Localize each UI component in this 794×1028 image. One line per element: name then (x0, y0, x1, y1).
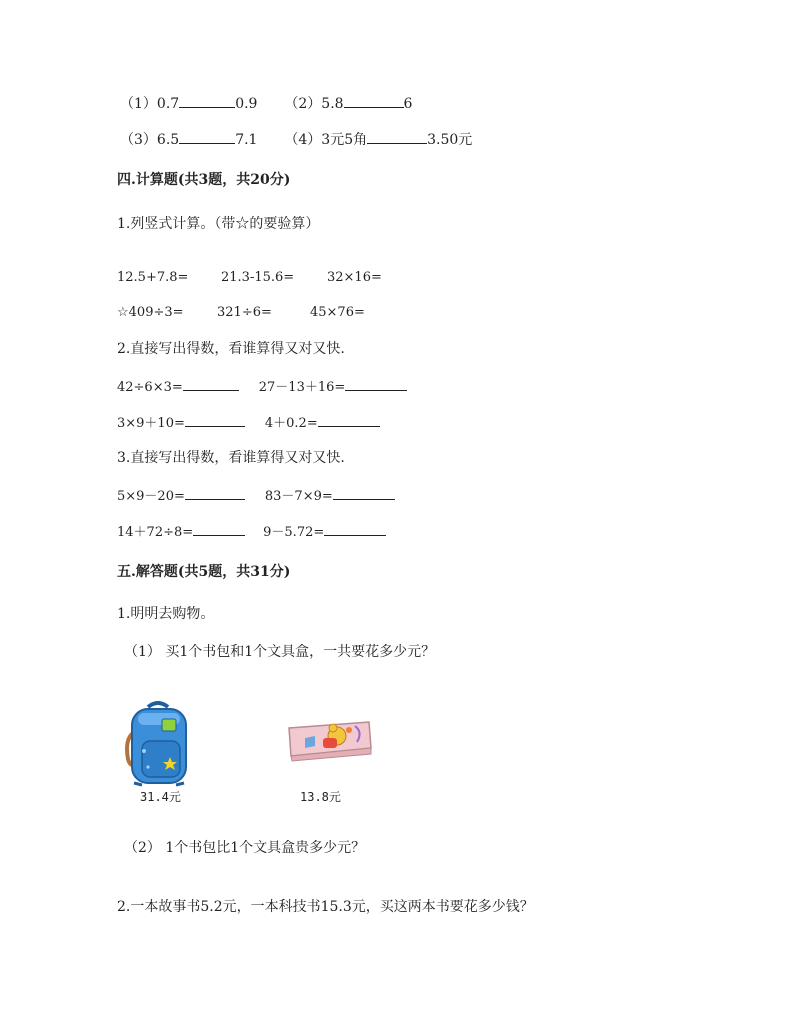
q1-right: 0.9 (235, 96, 258, 112)
answer-blank[interactable] (345, 376, 407, 391)
s5-p1-prompt: 1.明明去购物。 (117, 606, 215, 622)
answer-blank[interactable] (324, 521, 386, 536)
q3-left: 6.5 (156, 132, 180, 148)
expr: 3×9＋10= (117, 416, 185, 431)
expr: 9－5.72= (263, 525, 325, 540)
backpack-icon (122, 701, 194, 787)
answer-blank[interactable] (185, 485, 245, 500)
compare-row-2 (120, 129, 472, 150)
expr: 42÷6×3= (117, 380, 183, 395)
expr: ☆409÷3= (117, 305, 184, 320)
q3-number: （3） (120, 132, 157, 148)
s4-p2-row2 (117, 412, 380, 434)
s5-p2-prompt: 2.一本故事书5.2元，一本科技书15.3元，买这两本书要花多少钱？ (117, 899, 534, 915)
answer-blank[interactable] (183, 376, 239, 391)
s5-p1-sub1: （1） 买1个书包和1个文具盒，一共要花多少元？ (124, 644, 436, 660)
pencilcase-image (285, 714, 375, 764)
answer-blank[interactable] (193, 521, 245, 536)
s4-p1-row2 (117, 303, 365, 323)
expr: 14＋72÷8= (117, 525, 194, 540)
section5-title: 五.解答题(共5题，共31分) (117, 564, 291, 580)
q2-left: 5.8 (321, 96, 344, 112)
q4-right: 3.50元 (427, 132, 473, 148)
s4-p3-prompt: 3.直接写出得数，看谁算得又对又快. (117, 450, 345, 466)
q4-left: 3元5角 (321, 132, 368, 148)
expr: 321÷6= (217, 305, 272, 320)
backpack-image (122, 701, 194, 787)
pencilcase-price: 13.8元 (300, 790, 341, 804)
q2-right: 6 (403, 96, 413, 112)
expr: 4＋0.2= (264, 416, 318, 431)
q1-left: 0.7 (156, 96, 180, 112)
expr: 12.5+7.8= (117, 270, 189, 285)
s4-p2-row1 (117, 376, 407, 398)
answer-blank[interactable] (333, 485, 395, 500)
q1-blank[interactable] (179, 93, 235, 108)
q3-right: 7.1 (235, 132, 258, 148)
expr: 21.3-15.6= (221, 270, 295, 285)
answer-blank[interactable] (185, 412, 245, 427)
expr: 83－7×9= (264, 489, 333, 504)
q1-number: （1） (120, 96, 157, 112)
s4-p3-row2 (117, 521, 386, 543)
q3-blank[interactable] (179, 129, 235, 144)
q4-number: （4） (284, 132, 322, 148)
compare-row-1 (120, 93, 412, 114)
section4-title: 四.计算题(共3题，共20分) (117, 172, 291, 188)
s4-p1-prompt: 1.列竖式计算。（带☆的要验算） (117, 216, 320, 232)
s5-p1-sub2: （2） 1个书包比1个文具盒贵多少元？ (124, 840, 366, 856)
q4-blank[interactable] (367, 129, 427, 144)
expr: 32×16= (327, 270, 382, 285)
expr: 45×76= (310, 305, 365, 320)
s4-p3-row1 (117, 485, 395, 507)
expr: 5×9－20= (117, 489, 185, 504)
pencil-case-icon (285, 714, 375, 764)
q2-blank[interactable] (344, 93, 404, 108)
s4-p1-row1 (117, 268, 382, 288)
answer-blank[interactable] (318, 412, 380, 427)
s4-p2-prompt: 2.直接写出得数，看谁算得又对又快. (117, 341, 345, 357)
q2-number: （2） (284, 96, 322, 112)
expr: 27－13＋16= (258, 380, 346, 395)
backpack-price: 31.4元 (140, 790, 181, 804)
